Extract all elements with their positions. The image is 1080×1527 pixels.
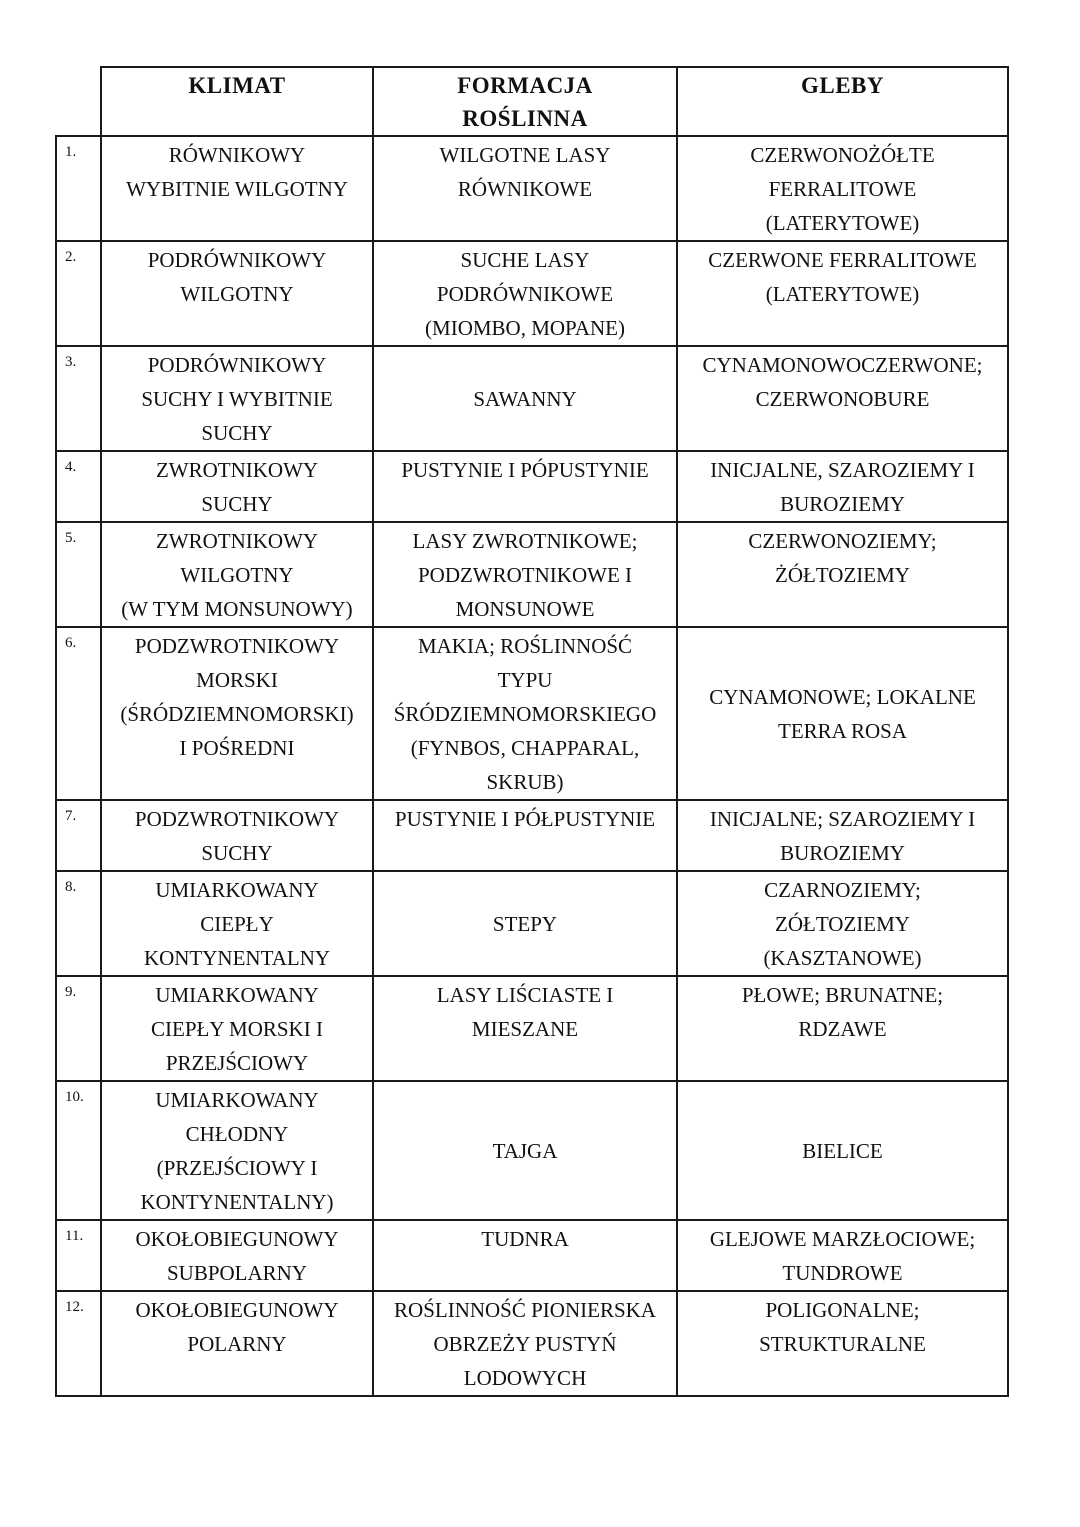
table-row	[56, 976, 1008, 1081]
table-row	[56, 136, 1008, 241]
soils-cell: CZERWONOZIEMY; ŻÓŁTOZIEMY	[677, 522, 1008, 627]
soils-cell: CYNAMONOWOCZERWONE; CZERWONOBURE	[677, 346, 1008, 451]
climate-cell: PODZWROTNIKOWY MORSKI (ŚRÓDZIEMNOMORSKI) I POŚREDNI	[101, 627, 373, 800]
vegetation-cell: MAKIA; ROŚLINNOŚĆ TYPU ŚRÓDZIEMNOMORSKIEGO (FYNBOS, CHAPPARAL, SKRUB)	[373, 627, 677, 800]
soils-cell: INICJALNE; SZAROZIEMY I BUROZIEMY	[677, 800, 1008, 871]
row-number: 2.	[56, 241, 101, 346]
soils-cell: CYNAMONOWE; LOKALNE TERRA ROSA	[677, 627, 1008, 800]
header-row	[56, 67, 1008, 136]
table-row	[56, 627, 1008, 800]
table-row	[56, 346, 1008, 451]
table-row	[56, 451, 1008, 522]
row-number: 5.	[56, 522, 101, 627]
climate-cell: UMIARKOWANY CHŁODNY (PRZEJŚCIOWY I KONTYNENTALNY)	[101, 1081, 373, 1220]
climate-cell: PODZWROTNIKOWY SUCHY	[101, 800, 373, 871]
vegetation-cell: ROŚLINNOŚĆ PIONIERSKA OBRZEŻY PUSTYŃ LODOWYCH	[373, 1291, 677, 1396]
table-row	[56, 1291, 1008, 1396]
header-corner-cell	[56, 67, 101, 136]
climate-cell: OKOŁOBIEGUNOWY SUBPOLARNY	[101, 1220, 373, 1291]
row-number: 11.	[56, 1220, 101, 1291]
climate-cell: ZWROTNIKOWY WILGOTNY (W TYM MONSUNOWY)	[101, 522, 373, 627]
row-number: 9.	[56, 976, 101, 1081]
header-vegetation: FORMACJA ROŚLINNA	[373, 67, 677, 136]
vegetation-cell: LASY LIŚCIASTE I MIESZANE	[373, 976, 677, 1081]
soils-cell: CZARNOZIEMY; ZÓŁTOZIEMY (KASZTANOWE)	[677, 871, 1008, 976]
soils-cell: INICJALNE, SZAROZIEMY I BUROZIEMY	[677, 451, 1008, 522]
row-number: 6.	[56, 627, 101, 800]
row-number: 7.	[56, 800, 101, 871]
vegetation-cell: SUCHE LASY PODRÓWNIKOWE (MIOMBO, MOPANE)	[373, 241, 677, 346]
vegetation-cell: LASY ZWROTNIKOWE; PODZWROTNIKOWE I MONSUNOWE	[373, 522, 677, 627]
table-row	[56, 1220, 1008, 1291]
vegetation-cell: SAWANNY	[373, 346, 677, 451]
climate-cell: UMIARKOWANY CIEPŁY MORSKI I PRZEJŚCIOWY	[101, 976, 373, 1081]
row-number: 1.	[56, 136, 101, 241]
header-climate: KLIMAT	[101, 67, 373, 136]
climate-cell: ZWROTNIKOWY SUCHY	[101, 451, 373, 522]
table-row	[56, 871, 1008, 976]
header-soils: GLEBY	[677, 67, 1008, 136]
soils-cell: CZERWONOŻÓŁTE FERRALITOWE (LATERYTOWE)	[677, 136, 1008, 241]
row-number: 3.	[56, 346, 101, 451]
table-row	[56, 241, 1008, 346]
vegetation-cell: PUSTYNIE I PÓŁPUSTYNIE	[373, 800, 677, 871]
row-number: 4.	[56, 451, 101, 522]
table-row	[56, 1081, 1008, 1220]
soils-cell: POLIGONALNE; STRUKTURALNE	[677, 1291, 1008, 1396]
vegetation-cell: STEPY	[373, 871, 677, 976]
climate-cell: PODRÓWNIKOWY WILGOTNY	[101, 241, 373, 346]
climate-cell: UMIARKOWANY CIEPŁY KONTYNENTALNY	[101, 871, 373, 976]
climate-zones-table	[55, 66, 1009, 1397]
vegetation-cell: WILGOTNE LASY RÓWNIKOWE	[373, 136, 677, 241]
soils-cell: BIELICE	[677, 1081, 1008, 1220]
vegetation-cell: PUSTYNIE I PÓPUSTYNIE	[373, 451, 677, 522]
soils-cell: GLEJOWE MARZŁOCIOWE; TUNDROWE	[677, 1220, 1008, 1291]
climate-cell: OKOŁOBIEGUNOWY POLARNY	[101, 1291, 373, 1396]
climate-cell: PODRÓWNIKOWY SUCHY I WYBITNIE SUCHY	[101, 346, 373, 451]
table-row	[56, 800, 1008, 871]
row-number: 8.	[56, 871, 101, 976]
vegetation-cell: TAJGA	[373, 1081, 677, 1220]
climate-cell: RÓWNIKOWY WYBITNIE WILGOTNY	[101, 136, 373, 241]
row-number: 10.	[56, 1081, 101, 1220]
soils-cell: CZERWONE FERRALITOWE (LATERYTOWE)	[677, 241, 1008, 346]
row-number: 12.	[56, 1291, 101, 1396]
soils-cell: PŁOWE; BRUNATNE; RDZAWE	[677, 976, 1008, 1081]
table-row	[56, 522, 1008, 627]
vegetation-cell: TUDNRA	[373, 1220, 677, 1291]
